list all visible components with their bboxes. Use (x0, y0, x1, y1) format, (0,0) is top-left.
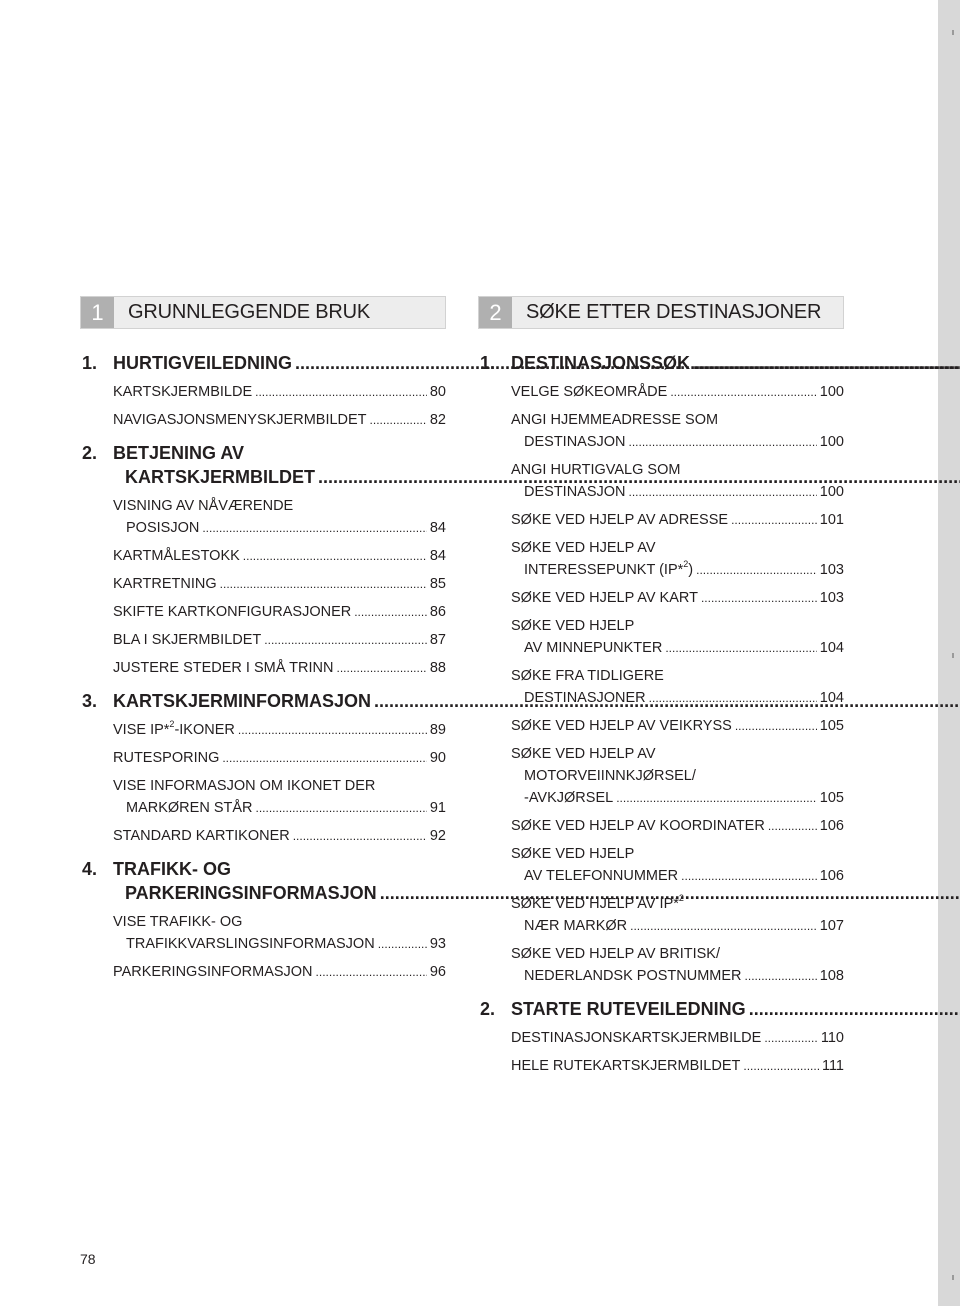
toc-subentry (511, 815, 844, 837)
toc-subentry (113, 601, 446, 623)
entry-text: BLA I SKJERMBILDET (113, 632, 262, 648)
leader-dots (681, 865, 817, 887)
toc-chapter (480, 997, 844, 1077)
chapter-subentries (82, 911, 446, 983)
leader-dots (629, 431, 817, 453)
entry-page: 89 (429, 722, 446, 738)
entry-line (511, 559, 844, 581)
toc-subentry (511, 615, 844, 659)
chapter-heading (82, 441, 446, 489)
leader-dots (693, 351, 960, 375)
entry-line (511, 587, 844, 609)
entry-page: 104 (819, 690, 844, 706)
chapter-number: 1. (82, 353, 98, 373)
entry-page: 106 (819, 818, 844, 834)
chapter-number: 3. (82, 691, 98, 711)
entry-line (113, 601, 446, 623)
entry-page: 105 (819, 718, 844, 734)
toc-subentry (511, 459, 844, 503)
entry-text: AV TELEFONNUMMER (524, 868, 679, 884)
leader-dots (354, 601, 427, 623)
entry-line (511, 815, 844, 837)
chapter-heading (82, 689, 446, 713)
leader-dots (378, 933, 427, 955)
entry-line: SØKE VED HJELP (511, 618, 635, 634)
entry-page: 108 (819, 968, 844, 984)
entry-line (113, 517, 446, 539)
chapter-heading (480, 351, 844, 375)
entry-page: 111 (821, 1058, 844, 1074)
toc-subentry (113, 381, 446, 403)
entry-line: VISNING AV NÅVÆRENDE (113, 498, 294, 514)
entry-line (511, 865, 844, 887)
entry-page: 88 (429, 660, 446, 676)
entry-line (511, 687, 844, 709)
entry-page: 103 (819, 562, 844, 578)
leader-dots (255, 381, 427, 403)
leader-dots (701, 587, 817, 609)
entry-line: SØKE FRA TIDLIGERE (511, 668, 664, 684)
entry-text: MARKØREN STÅR (126, 800, 253, 816)
leader-dots (220, 573, 427, 595)
entry-text: NEDERLANDSK POSTNUMMER (524, 968, 742, 984)
toc-subentry (511, 665, 844, 709)
entry-line (113, 545, 446, 567)
entry-line (113, 719, 446, 741)
entry-line (113, 747, 446, 769)
entry-text: VELGE SØKEOMRÅDE (511, 384, 668, 400)
toc-subentry (511, 715, 844, 737)
toc-subentry (511, 893, 844, 937)
entry-page: 103 (819, 590, 844, 606)
entry-text: KARTSKJERMBILDE (113, 384, 253, 400)
entry-line (511, 787, 844, 809)
entry-line: VISE INFORMASJON OM IKONET DER (113, 778, 376, 794)
entry-text: POSISJON (126, 520, 200, 536)
leader-dots (256, 797, 427, 819)
entry-text: SØKE VED HJELP AV KOORDINATER (511, 818, 765, 834)
toc-chapter (82, 689, 446, 847)
entry-text: VISE IP*$^2$-IKONER (113, 719, 235, 738)
entry-text: KARTRETNING (113, 576, 217, 592)
entry-page: 93 (429, 936, 446, 952)
leader-dots (764, 1027, 818, 1049)
chapter-title (511, 997, 960, 1021)
entry-text: KARTSKJERMINFORMASJON (113, 691, 372, 711)
entry-text: INTERESSEPUNKT (IP*$^2$) (524, 559, 694, 578)
section-header (80, 296, 446, 329)
toc-subentry (511, 381, 844, 403)
entry-text: DESTINASJONSKARTSKJERMBILDE (511, 1030, 762, 1046)
toc-subentry (511, 509, 844, 531)
toc-subentry (113, 825, 446, 847)
toc-subentry (113, 961, 446, 983)
entry-line (511, 715, 844, 737)
entry-line (511, 431, 844, 453)
entry-text: PARKERINGSINFORMASJON (113, 964, 313, 980)
leader-dots (696, 559, 817, 581)
entry-page: 91 (429, 800, 446, 816)
leader-dots (630, 915, 817, 937)
entry-page: 101 (819, 512, 844, 528)
toc-subentry (113, 775, 446, 819)
page-edge-strip (938, 0, 960, 1306)
toc-subentry (511, 743, 844, 809)
leader-dots (238, 719, 427, 741)
entry-text: SØKE VED HJELP AV KART (511, 590, 698, 606)
entry-text: STARTE RUTEVEILEDNING (511, 999, 746, 1019)
entry-line: SØKE VED HJELP AV BRITISK/ (511, 946, 720, 962)
entry-line (113, 409, 446, 431)
leader-dots (749, 997, 960, 1021)
entry-page: 105 (819, 790, 844, 806)
entry-text: NÆR MARKØR (524, 918, 628, 934)
leader-dots (243, 545, 427, 567)
toc-subentry (511, 409, 844, 453)
leader-dots (731, 509, 817, 531)
chapter-number: 2. (82, 443, 98, 463)
section-column-left (80, 296, 446, 993)
toc-chapter (480, 351, 844, 987)
entry-text: HURTIGVEILEDNING (113, 353, 293, 373)
entry-text: HELE RUTEKARTSKJERMBILDET (511, 1058, 741, 1074)
entry-page: 87 (429, 632, 446, 648)
entry-text: KARTMÅLESTOKK (113, 548, 240, 564)
toc-subentry (511, 943, 844, 987)
entry-text: SKIFTE KARTKONFIGURASJONER (113, 604, 352, 620)
entry-line (113, 797, 446, 819)
leader-dots (743, 1055, 819, 1077)
entry-text: SØKE VED HJELP AV VEIKRYSS (511, 718, 732, 734)
entry-page: 90 (429, 750, 446, 766)
entry-line: SØKE VED HJELP (511, 846, 635, 862)
toc-subentry (113, 495, 446, 539)
entry-line (511, 509, 844, 531)
section-number: 2 (479, 297, 512, 328)
section-header (478, 296, 844, 329)
entry-page: 106 (819, 868, 844, 884)
entry-text: NAVIGASJONSMENYSKJERMBILDET (113, 412, 367, 428)
toc-chapter (82, 441, 446, 679)
entry-line (113, 657, 446, 679)
leader-dots (264, 629, 427, 651)
entry-line: SØKE VED HJELP AV (511, 540, 656, 556)
entry-text: -AVKJØRSEL (524, 790, 614, 806)
toc-subentry (113, 747, 446, 769)
entry-page: 84 (429, 520, 446, 536)
leader-dots (670, 381, 816, 403)
entry-text: DESTINASJON (524, 484, 626, 500)
toc-chapter (82, 351, 446, 431)
crop-mark (952, 30, 954, 35)
section-column-right (478, 296, 844, 1087)
leader-dots (665, 637, 816, 659)
section-number: 1 (81, 297, 114, 328)
page-number: 78 (80, 1251, 96, 1267)
toc-subentry (511, 1055, 844, 1077)
entry-page: 85 (429, 576, 446, 592)
leader-dots (293, 825, 427, 847)
entry-line (113, 825, 446, 847)
entry-line (511, 381, 844, 403)
entry-page: 104 (819, 640, 844, 656)
chapter-title-line: BETJENING AV (113, 443, 245, 463)
chapter-number: 4. (82, 859, 98, 879)
entry-text: PARKERINGSINFORMASJON (125, 883, 377, 903)
entry-text: RUTESPORING (113, 750, 220, 766)
chapter-subentries (82, 719, 446, 847)
chapter-subentries (82, 381, 446, 431)
leader-dots (616, 787, 817, 809)
toc-subentry (113, 545, 446, 567)
chapter-title-line (511, 351, 960, 375)
chapter-number: 1. (480, 353, 496, 373)
leader-dots (745, 965, 817, 987)
chapter-heading (82, 351, 446, 375)
entry-line (511, 481, 844, 503)
entry-page: 84 (429, 548, 446, 564)
entry-line: ANGI HJEMMEADRESSE SOM (511, 412, 719, 428)
chapter-subentries (82, 495, 446, 679)
entry-text: STANDARD KARTIKONER (113, 828, 290, 844)
chapter-heading (82, 857, 446, 905)
toc-subentry (113, 573, 446, 595)
chapter-title (511, 351, 960, 375)
toc-subentry (113, 911, 446, 955)
crop-mark (952, 653, 954, 658)
toc-subentry (113, 657, 446, 679)
entry-text: JUSTERE STEDER I SMÅ TRINN (113, 660, 334, 676)
chapter-heading (480, 997, 844, 1021)
leader-dots (222, 747, 427, 769)
entry-page: 100 (819, 384, 844, 400)
entry-line (113, 961, 446, 983)
entry-line (511, 915, 844, 937)
entry-text: AV MINNEPUNKTER (524, 640, 663, 656)
section-title: SØKE ETTER DESTINASJONER (512, 297, 843, 328)
entry-text: DESTINASJONER (524, 690, 646, 706)
toc-subentry (511, 537, 844, 581)
entry-page: 86 (429, 604, 446, 620)
entry-line: ANGI HURTIGVALG SOM (511, 462, 681, 478)
entry-line: SØKE VED HJELP AV (511, 746, 656, 762)
toc-entries (478, 351, 844, 1077)
entry-page: 107 (819, 918, 844, 934)
entry-page: 96 (429, 964, 446, 980)
section-title: GRUNNLEGGENDE BRUK (114, 297, 445, 328)
entry-page: 92 (429, 828, 446, 844)
leader-dots (370, 409, 427, 431)
chapter-number: 2. (480, 999, 496, 1019)
entry-line (511, 965, 844, 987)
leader-dots (735, 715, 817, 737)
leader-dots (316, 961, 427, 983)
toc-entries (80, 351, 446, 983)
entry-line (511, 1027, 844, 1049)
entry-line (113, 573, 446, 595)
leader-dots (768, 815, 817, 837)
entry-line: VISE TRAFIKK- OG (113, 914, 243, 930)
entry-text: DESTINASJON (524, 434, 626, 450)
entry-page: 80 (429, 384, 446, 400)
entry-line: SØKE VED HJELP AV IP*$^2$ (511, 893, 684, 912)
entry-line (113, 381, 446, 403)
entry-line (511, 637, 844, 659)
entry-text: DESTINASJONSSØK (511, 353, 691, 373)
entry-line: MOTORVEIINNKJØRSEL/ (524, 768, 696, 784)
crop-mark (952, 1275, 954, 1280)
chapter-subentries (480, 381, 844, 987)
toc-chapter (82, 857, 446, 983)
leader-dots (629, 481, 817, 503)
leader-dots (202, 517, 427, 539)
toc-subentry (113, 629, 446, 651)
entry-line (113, 629, 446, 651)
leader-dots (649, 687, 817, 709)
leader-dots (336, 657, 426, 679)
entry-page: 82 (429, 412, 446, 428)
entry-page: 110 (820, 1030, 844, 1046)
entry-line (511, 1055, 844, 1077)
entry-text: SØKE VED HJELP AV ADRESSE (511, 512, 729, 528)
entry-page: 100 (819, 434, 844, 450)
toc-subentry (113, 719, 446, 741)
entry-line (113, 933, 446, 955)
toc-subentry (511, 843, 844, 887)
chapter-title-line (511, 997, 960, 1021)
entry-text: TRAFIKKVARSLINGSINFORMASJON (126, 936, 375, 952)
entry-page: 100 (819, 484, 844, 500)
entry-text: KARTSKJERMBILDET (125, 467, 316, 487)
toc-subentry (511, 1027, 844, 1049)
toc-subentry (113, 409, 446, 431)
chapter-subentries (480, 1027, 844, 1077)
toc-subentry (511, 587, 844, 609)
chapter-title-line: TRAFIKK- OG (113, 859, 231, 879)
